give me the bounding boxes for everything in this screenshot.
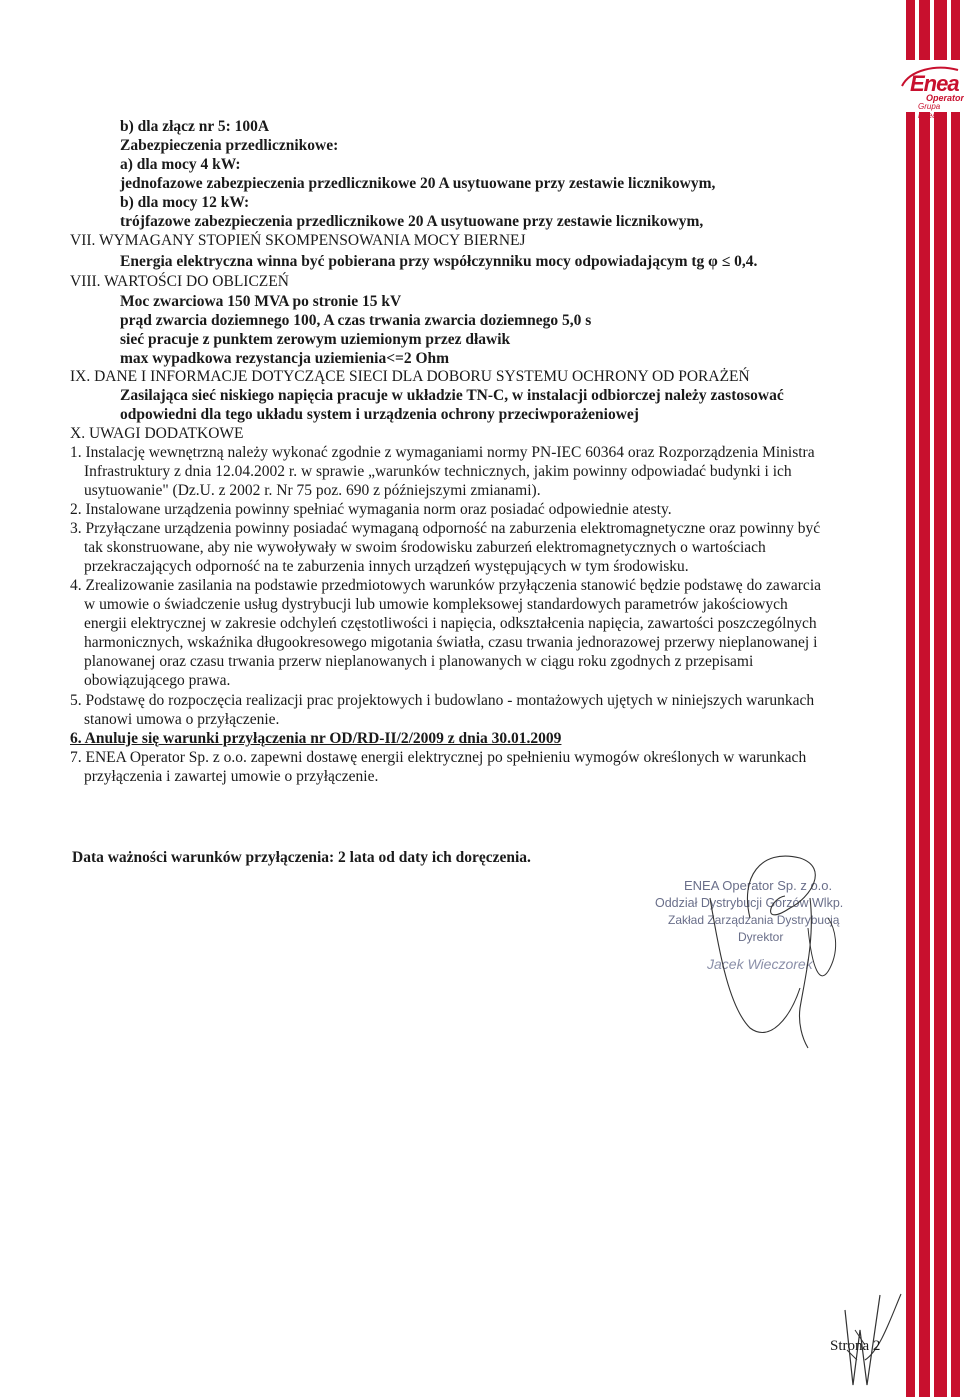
logo-group-name: Grupa Enea [918, 102, 941, 120]
text-line: energii elektrycznej w zakresie odchyleń częstotliwości i napięcia, odkształcenia napięcia, zawartości poszczególnych [84, 615, 817, 632]
text-line: 4. Zrealizowanie zasilania na podstawie przedmiotowych warunków przyłączenia stanowić będzie podstawę do zawarcia [70, 577, 822, 594]
text-line: Zabezpieczenia przedlicznikowe: [120, 137, 339, 154]
stamp-title: Dyrektor [738, 930, 784, 944]
text-line: jednofazowe zabezpieczenia przedlicznikowe 20 A usytuowane przy zestawie licznikowym, [120, 175, 716, 192]
section-heading: IX. DANE I INFORMACJE DOTYCZĄCE SIECI DLA DOBORU SYSTEMU OCHRONY OD PORAŻEŃ [70, 368, 750, 385]
text-line: max wypadkowa rezystancja uziemienia<=2 Ohm [120, 350, 450, 367]
text-line: 7. ENEA Operator Sp. z o.o. zapewni dostawę energii elektrycznej po spełnieniu wymogów określonych w warunkach [70, 749, 807, 766]
text-line: przyłączenia i zawartej umowie o przyłączenie. [84, 768, 379, 785]
section-heading: VII. WYMAGANY STOPIEŃ SKOMPENSOWANIA MOCY BIERNEJ [70, 232, 526, 249]
logo-text: Enea [910, 71, 959, 96]
text-line: obowiązującego prawa. [84, 672, 231, 689]
enea-logo [896, 60, 964, 120]
text-line: prąd zwarcia doziemnego 100, A czas trwania zwarcia doziemnego 5,0 s [120, 312, 592, 329]
stamp-department: Zakład Zarządzania Dystrybucją [668, 913, 840, 927]
text-line: Zasilająca sieć niskiego napięcia pracuje w układzie TN-C, w instalacji odbiorczej należy zastosować [120, 387, 784, 404]
brand-stripes [906, 0, 960, 1397]
page-number: Strona 2 [830, 1338, 881, 1354]
text-line: harmonicznych, wskaźnika długookresowego migotania światła, czasu trwania jednorazowej przerwy nieplanowanej i [84, 634, 818, 651]
text-line: 1. Instalację wewnętrzną należy wykonać zgodnie z wymaganiami normy PN-IEC 60364 oraz Rozporządzenia Ministra [70, 444, 815, 461]
text-line: usytuowanie" (Dz.U. z 2002 r. Nr 75 poz. 690 z późniejszymi zmianami). [84, 482, 541, 499]
annulment-notice: 6. Anuluje się warunki przyłączenia nr OD/RD-II/2/2009 z dnia 30.01.2009 [70, 730, 562, 747]
text-line: stanowi umowa o przyłączenie. [84, 711, 280, 728]
text-line: w umowie o świadczenie usług dystrybucji lub umowie kompleksowej standardowych parametrów jakościowych [84, 596, 788, 613]
text-line: odpowiedni dla tego układu system i urządzenia ochrony przeciwporażeniowej [120, 406, 639, 423]
text-line: Moc zwarciowa 150 MVA po stronie 15 kV [120, 293, 402, 310]
text-line: b) dla złącz nr 5: 100A [120, 118, 270, 135]
text-line: Infrastruktury z dnia 12.04.2002 r. w sprawie „warunków technicznych, jakim powinny odpowiadać budynki i ich [84, 463, 792, 480]
text-line: 2. Instalowane urządzenia powinny spełniać wymagania norm oraz posiadać odpowiednie atesty. [70, 501, 672, 518]
section-heading: VIII. WARTOŚCI DO OBLICZEŃ [70, 273, 289, 290]
text-line: 3. Przyłączane urządzenia powinny posiadać wymaganą odporność na zaburzenia elektromagnetyczne oraz powinny być [70, 520, 821, 537]
text-line: 5. Podstawę do rozpoczęcia realizacji prac projektowych i budowlano - montażowych ujętych w niniejszych warunkach [70, 692, 815, 709]
section-heading: X. UWAGI DODATKOWE [70, 425, 244, 442]
text-line: Energia elektryczna winna być pobierana przy współczynniku mocy odpowiadającym tg φ ≤ 0,4. [120, 253, 758, 270]
stamp-signatory: Jacek Wieczorek [707, 956, 813, 972]
logo-subtitle: Operator [926, 93, 964, 103]
signature-icon [690, 838, 870, 1078]
text-line: a) dla mocy 4 kW: [120, 156, 241, 173]
stamp-branch: Oddział Dystrybucji Gorzów Wlkp. [655, 896, 844, 910]
text-line: przekraczających odporność na te zaburzenia innych urządzeń występujących w tym środowisku. [84, 558, 689, 575]
text-line: sieć pracuje z punktem zerowym uziemionym przez dławik [120, 331, 511, 348]
text-line: trójfazowe zabezpieczenia przedlicznikowe 20 A usytuowane przy zestawie licznikowym, [120, 213, 704, 230]
validity-statement: Data ważności warunków przyłączenia: 2 lata od daty ich doręczenia. [72, 849, 531, 866]
text-line: b) dla mocy 12 kW: [120, 194, 250, 211]
text-line: planowanej oraz czasu trwania przerw nieplanowanych i planowanych w ciągu roku zgodnych z przepisami [84, 653, 754, 670]
text-line: tak skonstruowane, aby nie wywoływały w swoim środowisku zaburzeń elektromagnetycznych o wartościach [84, 539, 766, 556]
stamp-company: ENEA Operator Sp. z o.o. [684, 878, 833, 893]
